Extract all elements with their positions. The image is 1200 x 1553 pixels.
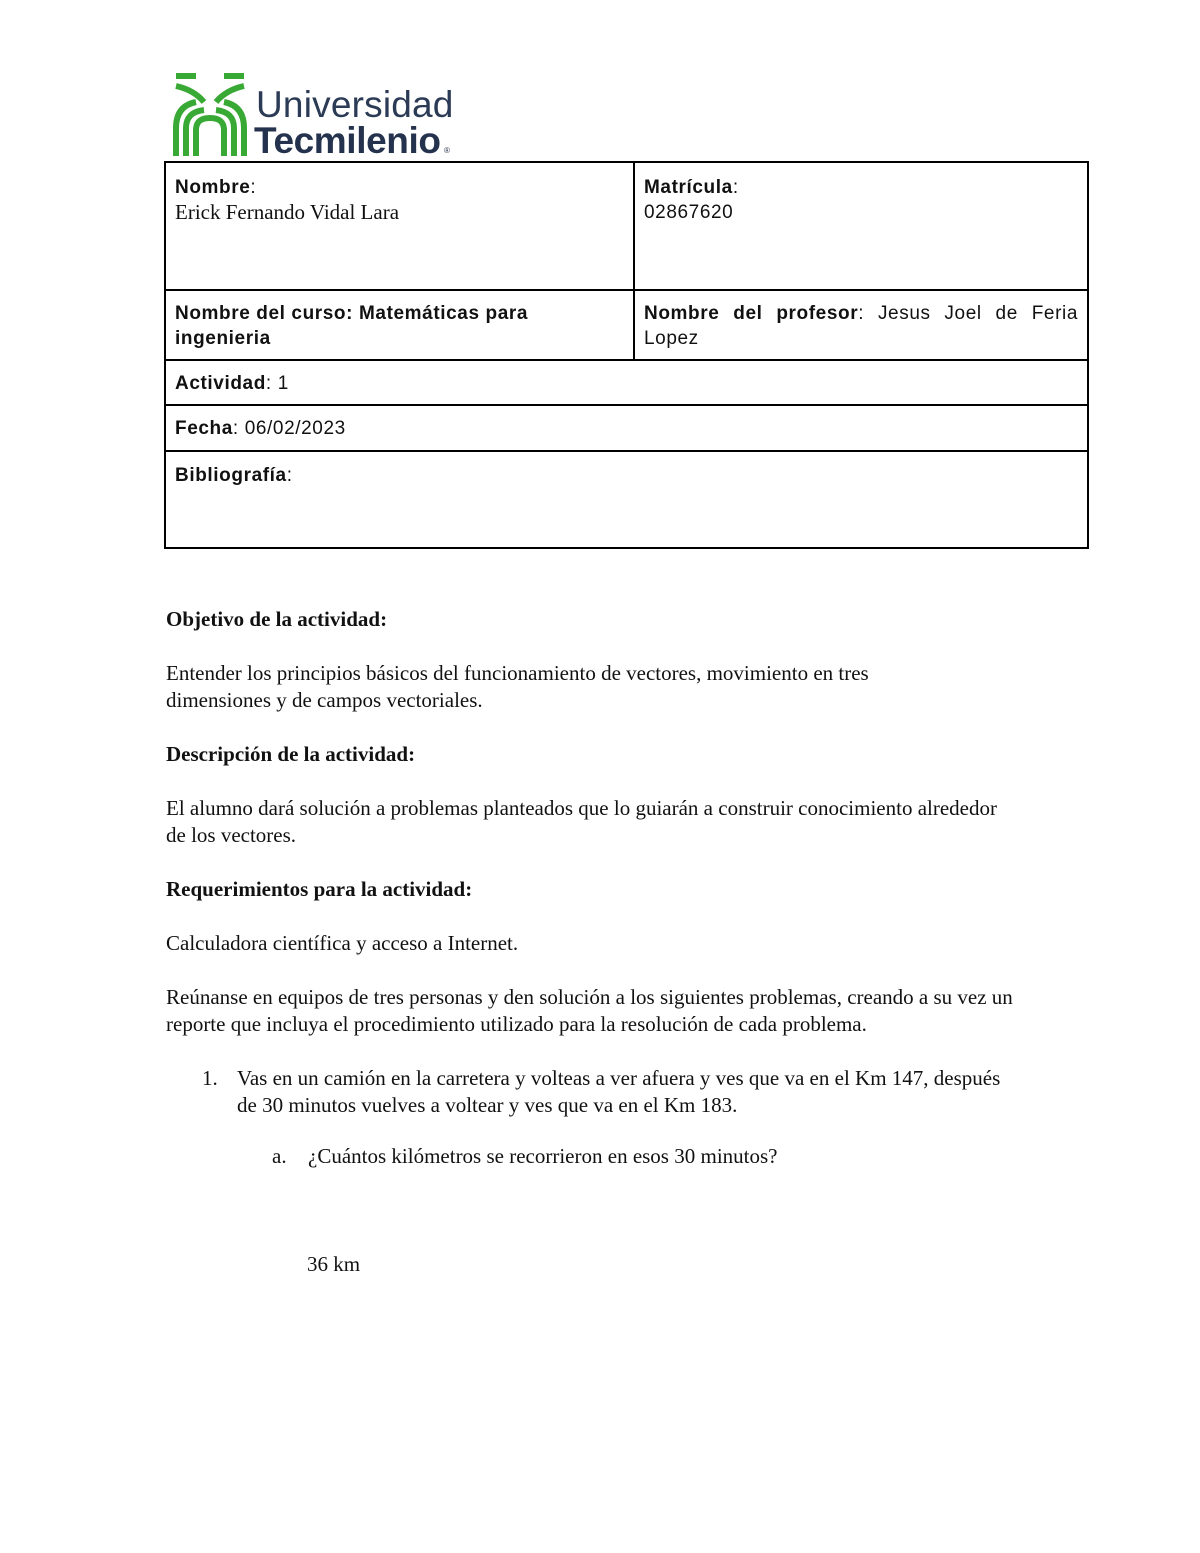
logo-tecmilenio-text: Tecmilenio	[254, 120, 441, 161]
curso-label: Nombre del curso:	[175, 303, 354, 324]
colon: :	[265, 373, 272, 394]
logo-universidad-text: Universidad	[256, 84, 454, 125]
descripcion-heading: Descripción de la actividad:	[166, 742, 416, 766]
table-row	[165, 405, 1088, 451]
colon: :	[286, 465, 293, 486]
answer-a: 36 km	[307, 1252, 361, 1276]
actividad-value: 1	[277, 373, 289, 394]
matricula-value: 02867620	[644, 202, 734, 223]
actividad-label: Actividad	[175, 373, 266, 394]
nombre-cell	[165, 162, 634, 290]
actividad-cell	[165, 360, 1088, 405]
objetivo-heading: Objetivo de la actividad:	[166, 607, 388, 631]
problem-1-text: Vas en un camión en la carretera y volteas a ver afuera y ves que va en el Km 147, después de 30 minutos vuelves a voltear y ves que va en el Km 183.	[237, 1066, 1001, 1117]
table-row	[165, 162, 1088, 290]
colon: :	[732, 177, 739, 198]
university-logo	[170, 72, 470, 162]
colon: :	[250, 177, 257, 198]
table-row	[165, 451, 1088, 548]
curso-cell	[165, 290, 634, 360]
objetivo-text: Entender los principios básicos del funcionamiento de vectores, movimiento en tres dimensiones y de campos vectoriales.	[166, 661, 869, 712]
student-info-table	[164, 161, 1089, 549]
problem-1	[166, 1065, 1017, 1119]
table-row	[165, 360, 1088, 405]
fecha-cell	[165, 405, 1088, 451]
fecha-label: Fecha	[175, 418, 233, 439]
table-row	[165, 290, 1088, 360]
bibliografia-cell	[165, 451, 1088, 548]
profesor-value: Jesus Joel de Feria Lopez	[644, 303, 1078, 349]
matricula-label: Matrícula	[644, 177, 733, 198]
profesor-label: Nombre del profesor	[644, 303, 859, 324]
instrucciones-text: Reúnanse en equipos de tres personas y den solución a los siguientes problemas, creando a su vez un reporte que incluya el procedimiento utilizado para la resolución de cada problema.	[166, 985, 1013, 1036]
matricula-cell	[634, 162, 1088, 290]
problem-1-number: 1.	[202, 1066, 218, 1090]
registered-mark: ®	[444, 146, 450, 155]
question-a-text: ¿Cuántos kilómetros se recorrieron en esos 30 minutos?	[308, 1144, 778, 1168]
descripcion-text: El alumno dará solución a problemas planteados que lo guiarán a construir conocimiento alrededor de los vectores.	[166, 796, 997, 847]
arch-emblem-icon	[170, 72, 250, 158]
requerimientos-heading: Requerimientos para la actividad:	[166, 877, 473, 901]
question-a-letter: a.	[272, 1144, 287, 1168]
curso-value: Matemáticas para ingenieria	[175, 303, 529, 349]
colon: :	[232, 418, 239, 439]
nombre-label: Nombre	[175, 177, 251, 198]
nombre-value: Erick Fernando Vidal Lara	[175, 200, 400, 224]
activity-content	[166, 606, 1046, 1278]
requerimientos-text: Calculadora científica y acceso a Internet.	[166, 931, 519, 955]
bibliografia-label: Bibliografía	[175, 465, 287, 486]
profesor-cell	[634, 290, 1088, 360]
colon: :	[858, 303, 865, 324]
fecha-value: 06/02/2023	[244, 418, 346, 439]
question-a	[166, 1143, 1046, 1170]
